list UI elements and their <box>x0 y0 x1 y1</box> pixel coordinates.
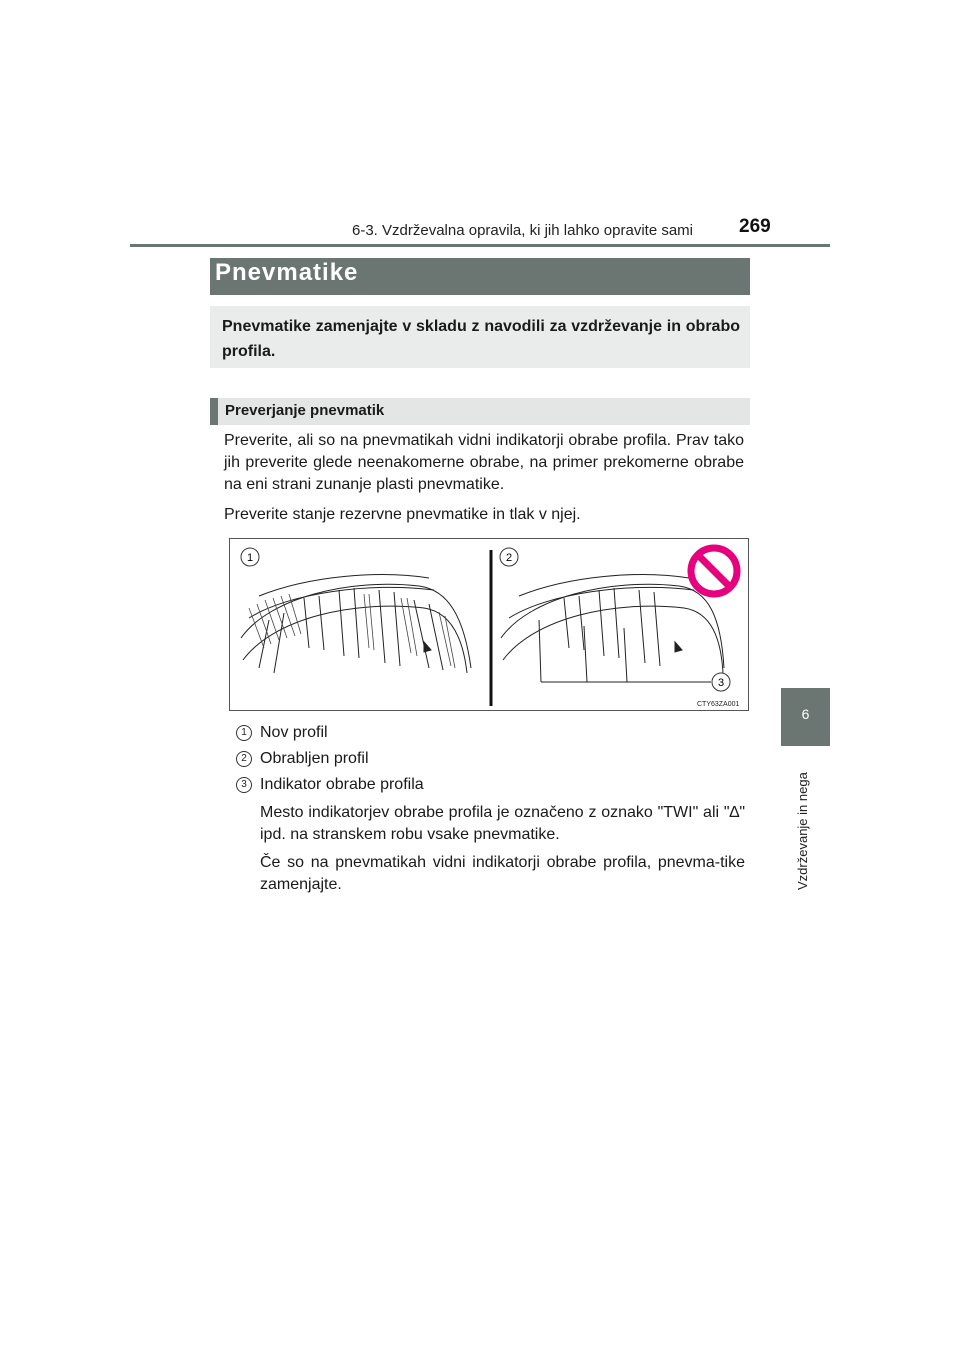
tire-figure <box>229 538 749 711</box>
page-title: Pnevmatike <box>215 259 359 286</box>
chapter-number: 6 <box>801 706 810 722</box>
legend-text-2: Obrabljen profil <box>260 750 369 767</box>
svg-text:2: 2 <box>505 552 513 564</box>
paragraph-1: Preverite, ali so na pnevmatikah vidni indikatorji obrabe profila. Prav tako jih preverite glede neenakomerne obrabe, na primer prekomerne obrabe na eni strani zunanje plasti pnevmatike. <box>224 432 744 493</box>
paragraph-2: Preverite stanje rezervne pnevmatike in tlak v njej. <box>224 506 581 523</box>
subsection-title: Preverjanje pnevmatik <box>225 402 385 419</box>
note-1: Mesto indikatorjev obrabe profila je označeno z oznako "TWI" ali "∆" ipd. na stranskem robu vsake pnevmatike. <box>260 804 745 843</box>
figure-border <box>230 539 749 711</box>
callout-1-icon: 1 <box>236 725 252 741</box>
callout-1 <box>241 548 259 566</box>
callout-3 <box>712 673 730 691</box>
callout-2 <box>500 548 518 566</box>
callout-2-icon: 2 <box>236 751 252 767</box>
chapter-label: Vzdrževanje in nega <box>795 772 810 890</box>
header-rule <box>130 244 830 247</box>
intro-text: Pnevmatike zamenjajte v skladu z navodili za vzdrževanje in obrabo profila. <box>222 318 740 360</box>
section-header: 6-3. Vzdrževalna opravila, ki jih lahko opravite sami <box>352 222 693 239</box>
note-2: Če so na pnevmatikah vidni indikatorji obrabe profila, pnevma-tike zamenjajte. <box>260 854 745 893</box>
legend-text-3: Indikator obrabe profila <box>260 776 424 793</box>
legend-text-1: Nov profil <box>260 724 328 741</box>
page-number: 269 <box>739 216 771 237</box>
subsection-accent <box>210 398 218 425</box>
figure-code: CTY63ZA001 <box>697 701 740 708</box>
callout-3-icon: 3 <box>236 777 252 793</box>
svg-text:3: 3 <box>717 677 725 689</box>
svg-text:1: 1 <box>246 552 254 564</box>
